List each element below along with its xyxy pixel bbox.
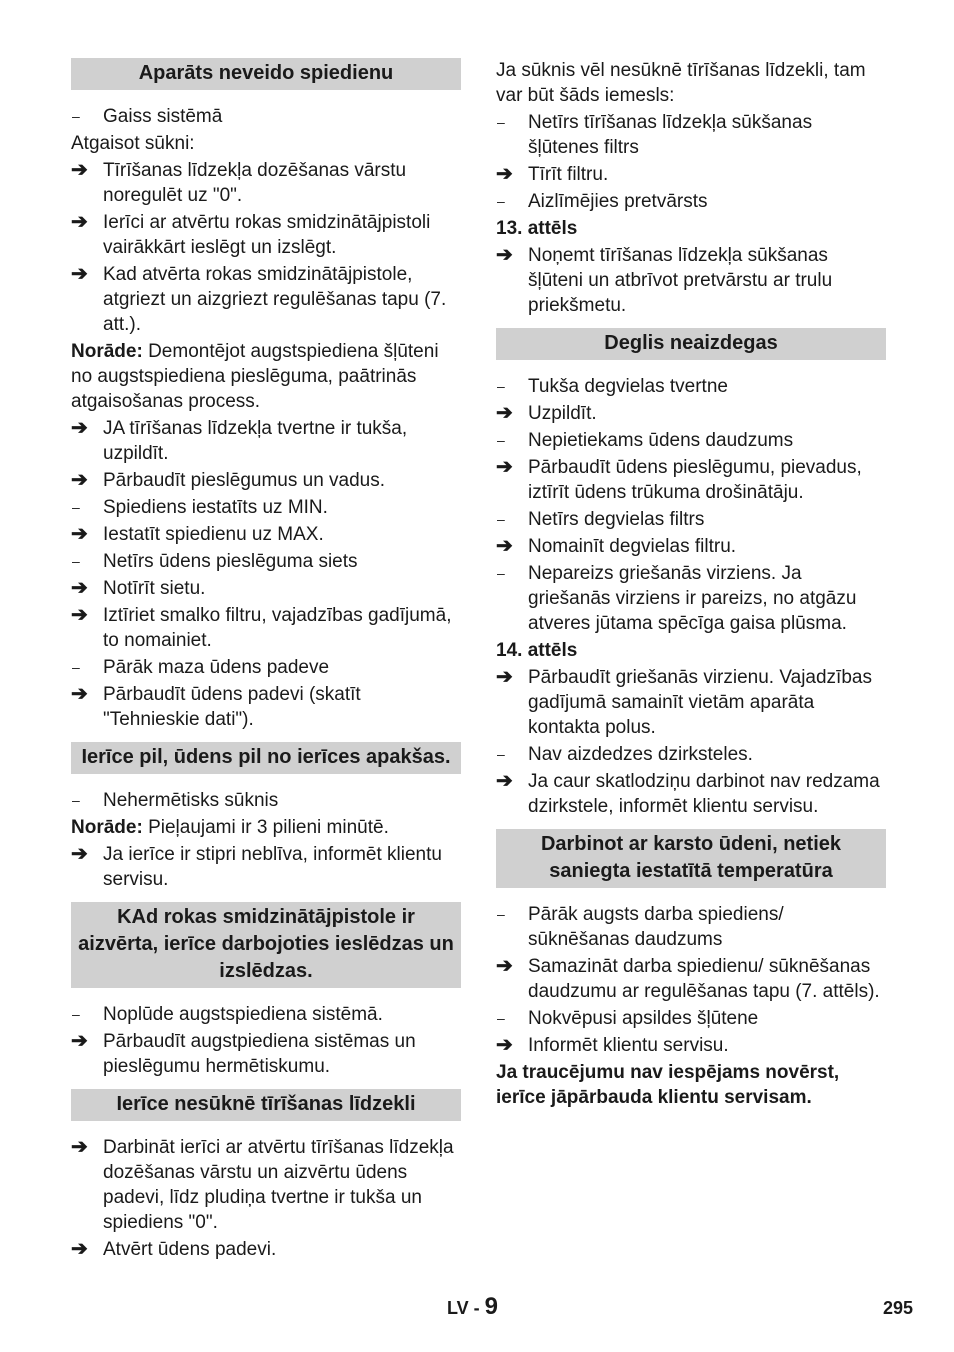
item-text: Pārbaudīt ūdens padevi (skatīt "Tehnieskie dati"). [103,684,361,730]
item-text: Notīrīt sietu. [103,578,206,599]
page-number: 295 [882,1298,913,1318]
right-column [496,58,886,1112]
dash-bullet-icon: – [72,1006,80,1022]
item-text: Pārbaudīt pieslēgumus un vadus. [103,470,386,491]
arrow-right-icon: ➔ [71,683,88,705]
dash-bullet-icon: – [497,511,505,527]
bold-paragraph: 13. attēls [496,218,578,239]
dash-bullet-icon: – [497,565,505,581]
dash-bullet-icon: – [497,114,505,130]
section-heading: Ierīce nesūknē tīrīšanas līdzekli [71,1089,461,1121]
remedy-item [71,603,461,653]
arrow-right-icon: ➔ [496,770,513,792]
item-text: Uzpildīt. [528,403,597,424]
item-text: Tukša degvielas tvertne [528,376,728,397]
item-text: Nepietiekams ūdens daudzums [528,430,794,451]
arrow-right-icon: ➔ [496,1034,513,1056]
remedy-item [71,842,461,892]
item-text: Nepareizs griešanās virziens. Ja griešanās virziens ir pareizs, no atgāzu atveres jūtama spēcīga gaisa plūsma. [528,563,857,634]
item-text: Gaiss sistēmā [103,106,223,127]
footer-section-page: 9 [484,1293,499,1320]
arrow-right-icon: ➔ [71,159,88,181]
cause-item [71,655,461,680]
dash-bullet-icon: – [72,792,80,808]
remedy-item [71,158,461,208]
remedy-item [71,468,461,493]
paragraph: Ja sūknis vēl nesūknē tīrīšanas līdzekli, tam var būt šāds iemesls: [496,60,866,106]
arrow-right-icon: ➔ [71,263,88,285]
item-text: Iestatīt spiedienu uz MAX. [103,524,324,545]
remedy-item [496,243,886,318]
section-heading: Ierīce pil, ūdens pil no ierīces apakšas. [71,742,461,774]
footer-lang: LV [447,1298,469,1318]
remedy-item [71,262,461,337]
cause-item [496,110,886,160]
footer-separator: - [468,1298,485,1318]
item-text: Darbināt ierīci ar atvērtu tīrīšanas līdzekļa dozēšanas vārstu un aizvērtu ūdens padevi, līdz pludiņa tvertne ir tukša un spiediens "0". [103,1137,454,1233]
item-text: Pārāk augsts darba spiediens/ sūknēšanas daudzums [528,904,784,950]
dash-bullet-icon: – [72,659,80,675]
dash-bullet-icon: – [497,378,505,394]
item-text: Netīrs ūdens pieslēguma siets [103,551,358,572]
item-text: Ja ierīce ir stipri neblīva, informēt klientu servisu. [103,844,442,890]
remedy-item [71,682,461,732]
remedy-item [496,401,886,426]
dash-bullet-icon: – [497,746,505,762]
cause-item [71,1002,461,1027]
item-text: Nehermētisks sūknis [103,790,279,811]
item-text: Spiediens iestatīts uz MIN. [103,497,328,518]
arrow-right-icon: ➔ [496,456,513,478]
arrow-right-icon: ➔ [71,523,88,545]
arrow-right-icon: ➔ [71,604,88,626]
item-text: Noņemt tīrīšanas līdzekļa sūkšanas šļūteni un atbrīvot pretvārstu ar trulu priekšmetu. [528,245,833,316]
arrow-right-icon: ➔ [496,535,513,557]
section-heading: KAd rokas smidzinātājpistole ir aizvērta, ierīce darbojoties ieslēdzas un izslēdzas. [71,902,461,988]
dash-bullet-icon: – [497,193,505,209]
item-text: JA tīrīšanas līdzekļa tvertne ir tukša, uzpildīt. [103,418,408,464]
cause-item [71,495,461,520]
arrow-right-icon: ➔ [71,417,88,439]
item-text: Nav aizdedzes dzirksteles. [528,744,753,765]
item-text: Kad atvērta rokas smidzinātājpistole, atgriezt un aizgriezt regulēšanas tapu (7. att.). [103,264,447,335]
arrow-right-icon: ➔ [71,469,88,491]
note-text: Demontējot augstspiediena šļūteni no augstspiediena pieslēguma, paātrinās atgaisošanas process. [71,341,439,412]
remedy-item [71,1029,461,1079]
item-text: Pārbaudīt augstpiediena sistēmas un pieslēgumu hermētiskumu. [103,1031,416,1077]
dash-bullet-icon: – [497,1010,505,1026]
cause-item [496,374,886,399]
item-text: Noplūde augstspiediena sistēmā. [103,1004,383,1025]
paragraph: Atgaisot sūkni: [71,133,195,154]
remedy-item [496,455,886,505]
item-text: Pārāk maza ūdens padeve [103,657,330,678]
item-text: Netīrs degvielas filtrs [528,509,705,530]
remedy-item [71,210,461,260]
remedy-item [496,1033,886,1058]
item-text: Informēt klientu servisu. [528,1035,729,1056]
remedy-item [496,534,886,559]
item-text: Samazināt darba spiedienu/ sūknēšanas daudzumu ar regulēšanas tapu (7. attēls). [528,956,880,1002]
arrow-right-icon: ➔ [496,163,513,185]
item-text: Pārbaudīt ūdens pieslēgumu, pievadus, iztīrīt ūdens trūkuma drošinātāju. [528,457,862,503]
item-text: Iztīriet smalko filtru, vajadzības gadījumā, to nomainiet. [103,605,452,651]
section-heading: Deglis neaizdegas [496,328,886,360]
remedy-item [496,954,886,1004]
item-text: Pārbaudīt griešanās virzienu. Vajadzības gadījumā samainīt vietām aparāta kontakta polus. [528,667,872,738]
dash-bullet-icon: – [72,108,80,124]
item-text: Tīrīšanas līdzekļa dozēšanas vārstu noregulēt uz "0". [103,160,407,206]
arrow-right-icon: ➔ [71,1136,88,1158]
note-paragraph [71,815,461,840]
arrow-right-icon: ➔ [71,843,88,865]
section-heading: Darbinot ar karsto ūdeni, netiek saniegta iestatītā temperatūra [496,829,886,888]
remedy-item [71,1237,461,1262]
item-text: Netīrs tīrīšanas līdzekļa sūkšanas šļūtenes filtrs [528,112,813,158]
item-text: Atvērt ūdens padevi. [103,1239,277,1260]
remedy-item [496,769,886,819]
item-text: Ja caur skatlodziņu darbinot nav redzama dzirkstele, informēt klientu servisu. [528,771,880,817]
section-heading: Aparāts neveido spiedienu [71,58,461,90]
item-text: Tīrīt filtru. [528,164,609,185]
dash-bullet-icon: – [497,432,505,448]
cause-item [71,104,461,129]
arrow-right-icon: ➔ [496,244,513,266]
arrow-right-icon: ➔ [71,1238,88,1260]
footer-section-label [447,1294,498,1321]
arrow-right-icon: ➔ [496,402,513,424]
dash-bullet-icon: – [497,906,505,922]
remedy-item [496,162,886,187]
dash-bullet-icon: – [72,553,80,569]
cause-item [496,428,886,453]
bold-paragraph: 14. attēls [496,640,578,661]
left-column [71,58,461,1264]
cause-item [496,507,886,532]
remedy-item [71,576,461,601]
cause-item [71,788,461,813]
cause-item [496,561,886,636]
arrow-right-icon: ➔ [496,955,513,977]
cause-item [496,902,886,952]
arrow-right-icon: ➔ [71,1030,88,1052]
note-paragraph [71,339,461,414]
dash-bullet-icon: – [72,499,80,515]
arrow-right-icon: ➔ [496,666,513,688]
remedy-item [71,1135,461,1235]
cause-item [496,1006,886,1031]
remedy-item [496,665,886,740]
item-text: Nokvēpusi apsildes šļūtene [528,1008,759,1029]
arrow-right-icon: ➔ [71,211,88,233]
note-text: Pieļaujami ir 3 pilieni minūtē. [142,817,389,838]
item-text: Nomainīt degvielas filtru. [528,536,737,557]
note-label: Norāde: [71,817,143,838]
cause-item [496,189,886,214]
note-label: Norāde: [71,341,143,362]
arrow-right-icon: ➔ [71,577,88,599]
bold-paragraph: Ja traucējumu nav iespējams novērst, ierīce jāpārbauda klientu servisam. [496,1062,840,1108]
cause-item [496,742,886,767]
remedy-item [71,416,461,466]
cause-item [71,549,461,574]
item-text: Aizlīmējies pretvārsts [528,191,708,212]
remedy-item [71,522,461,547]
item-text: Ierīci ar atvērtu rokas smidzinātājpistoli vairākkārt ieslēgt un izslēgt. [103,212,431,258]
